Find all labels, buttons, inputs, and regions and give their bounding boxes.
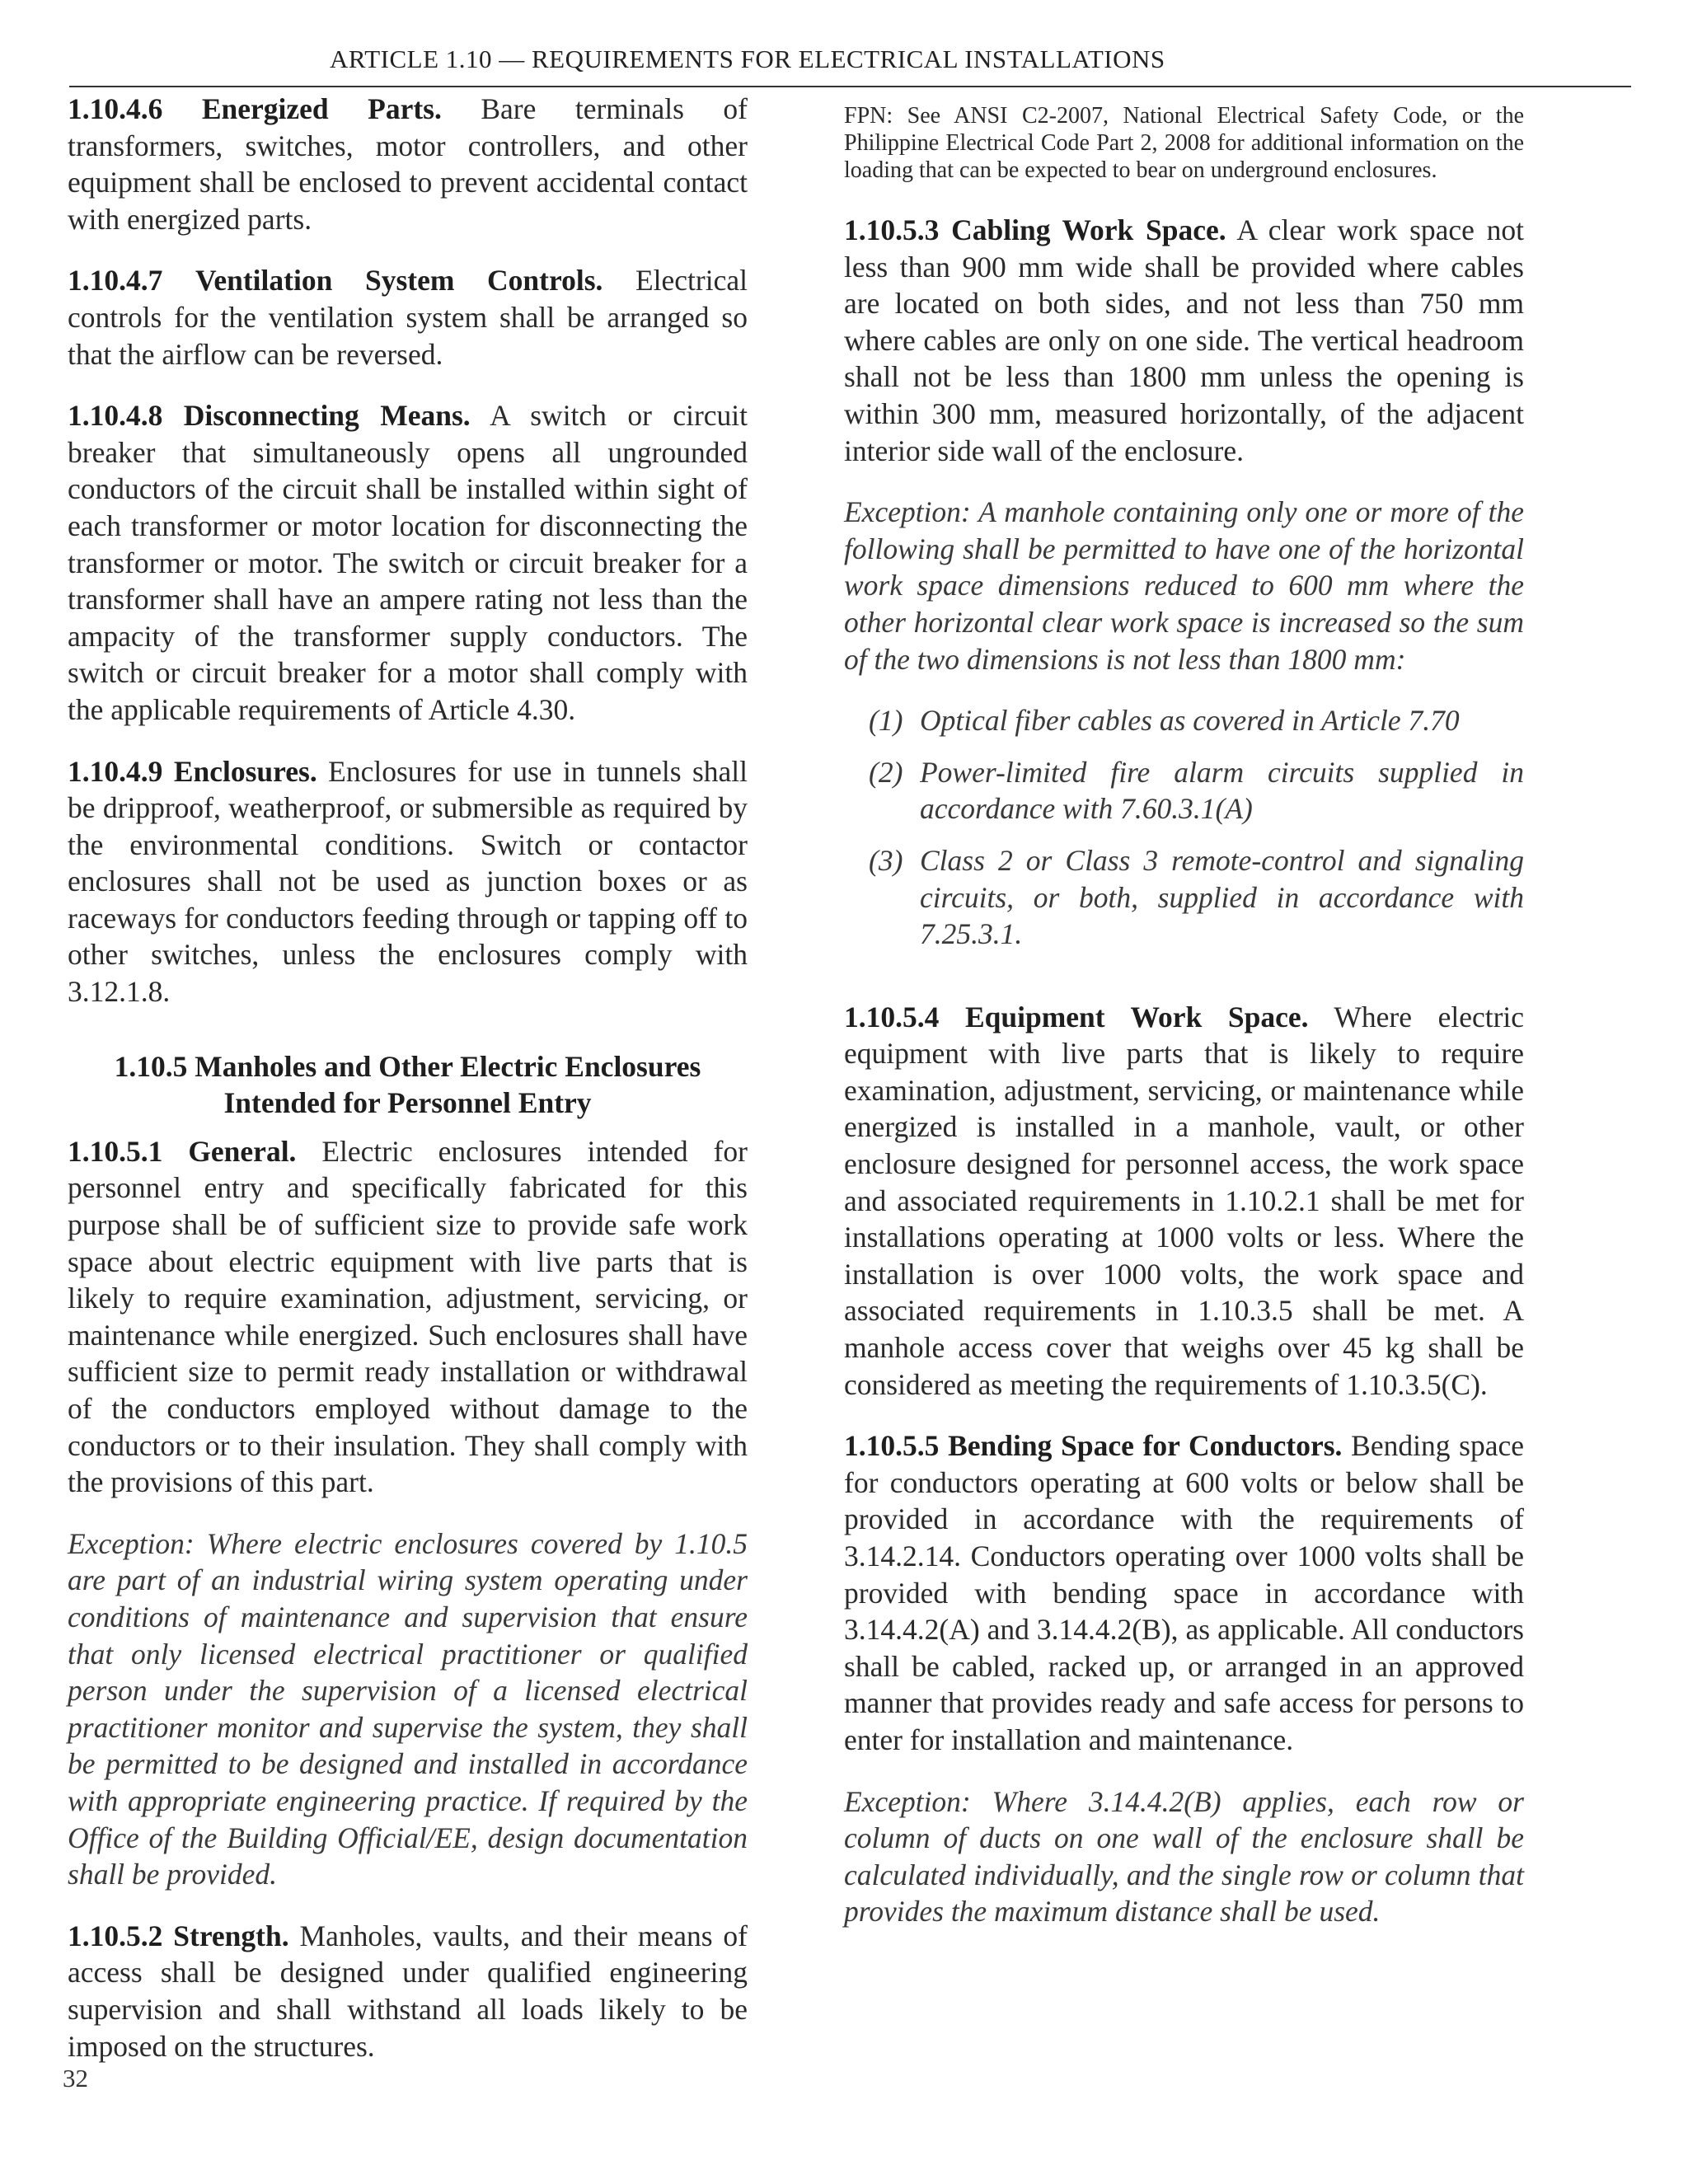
section-title: General. (188, 1134, 297, 1168)
section-1-10-4-9 (68, 753, 748, 1010)
section-number: 1.10.5.5 (844, 1429, 940, 1463)
section-number: 1.10.4.6 (68, 92, 163, 125)
section-1-10-4-7 (68, 262, 748, 373)
section-1-10-5-2 (68, 1918, 748, 2064)
section-title: Energized Parts. (201, 92, 442, 125)
section-1-10-4-8 (68, 397, 748, 728)
section-text: A switch or circuit breaker that simultaneously opens all ungrounded conductors of the circuit shall be installed within sight of each transformer or motor location for disconnecting the transformer or motor. The switch or circuit breaker for a transformer shall have an ampere rating not less than the ampacity of the transformer supply conductors. The switch or circuit breaker for a motor shall comply with the applicable requirements of Article 4.30. (68, 399, 748, 726)
list-item-text: Optical fiber cables as covered in Article 7.70 (920, 704, 1460, 738)
part-heading-1-10-5 (68, 1048, 748, 1122)
right-column (844, 91, 1524, 1955)
exception-1-10-5-5: Exception: Where 3.14.4.2(B) applies, each row or column of ducts on one wall of the enclosure shall be calculated individually, and the single row or column that provides the maximum distance shall be used. (844, 1784, 1524, 1929)
section-1-10-5-5 (844, 1427, 1524, 1758)
section-1-10-5-4 (844, 999, 1524, 1404)
page-number: 32 (63, 2064, 88, 2093)
section-number: 1.10.4.9 (68, 754, 163, 788)
section-number: 1.10.5.4 (844, 1000, 940, 1033)
part-heading-line-2: Intended for Personnel Entry (223, 1086, 592, 1120)
section-title: Strength. (173, 1919, 289, 1952)
exception-1-10-5-3: Exception: A manhole containing only one or more of the following shall be permitted to have one of the horizontal work space dimensions reduced to 600 mm where the other horizontal clear work space is increased so the sum of the two dimensions is not less than 1800 mm: (844, 495, 1524, 676)
section-text: Bending space for conductors operating at 600 volts or below shall be provided in accordance with the requirements of 3.14.2.14. Conductors operating over 1000 volts shall be provided with bending space in accordance with 3.14.4.2(A) and 3.14.4.2(B), as applicable. All conductors shall be cabled, racked up, or arranged in an approved manner that provides ready and safe access for persons to enter for installation and maintenance. (844, 1429, 1525, 1756)
section-text: Electric enclosures intended for personnel entry and specifically fabricated for this purpose shall be of sufficient size to provide safe work space about electric equipment with live parts that is likely to require examination, adjustment, servicing, or maintenance while energized. Such enclosures shall have sufficient size to permit ready installation or withdrawal of the conductors employed without damage to the conductors or to their insulation. They shall comply with the provisions of this part. (68, 1134, 748, 1499)
fine-print-note: FPN: See ANSI C2-2007, National Electrical Safety Code, or the Philippine Electrical Code Part 2, 2008 for additional information on the loading that can be expected to bear on underground enclosures. (844, 103, 1524, 183)
section-text: Where electric equipment with live parts that is likely to require examination, adjustment, servicing, or maintenance while energized is installed in a manhole, vault, or other enclosure designed for personnel access, the work space and associated requirements in 1.10.2.1 shall be met for installations operating at 1000 volts or less. Where the installation is over 1000 volts, the work space and associated requirements in 1.10.3.5 shall be met. A manhole access cover that weighs over 45 kg shall be considered as meeting the requirements of 1.10.3.5(C). (844, 1000, 1525, 1401)
section-title: Disconnecting Means. (183, 399, 471, 433)
section-title: Enclosures. (173, 754, 317, 788)
part-heading-line-1: 1.10.5 Manholes and Other Electric Enclosures (114, 1049, 701, 1083)
section-title: Bending Space for Conductors. (948, 1429, 1343, 1463)
section-number: 1.10.5.1 (68, 1134, 163, 1168)
section-number: 1.10.4.8 (68, 399, 163, 433)
section-1-10-5-3 (844, 212, 1524, 469)
section-title: Cabling Work Space. (951, 213, 1226, 246)
section-number: 1.10.4.7 (68, 264, 163, 298)
list-item-text: Class 2 or Class 3 remote-control and signaling circuits, or both, supplied in accordance with 7.25.3.1. (920, 843, 1524, 951)
list-item-label: (2) (869, 755, 903, 789)
list-item-label: (3) (869, 843, 903, 877)
exception-list-item (844, 842, 1524, 953)
section-title: Ventilation System Controls. (195, 264, 603, 298)
exception-1-10-5-1: Exception: Where electric enclosures covered by 1.10.5 are part of an industrial wiring system operating under conditions of maintenance and supervision that ensure that only licensed electrical practitioner or qualified person under the supervision of a licensed electrical practitioner monitor and supervise the system, they shall be permitted to be designed and installed in accordance with appropriate engineering practice. If required by the Office of the Building Official/EE, design documentation shall be provided. (68, 1526, 748, 1891)
list-item-label: (1) (869, 704, 903, 738)
exception-list-item (844, 702, 1524, 739)
section-number: 1.10.5.3 (844, 213, 940, 246)
section-text: Manholes, vaults, and their means of access shall be designed under qualified engineering supervision and shall withstand all loads likely to be imposed on the structures. (68, 1919, 748, 2063)
section-title: Equipment Work Space. (964, 1000, 1309, 1033)
section-text: Enclosures for use in tunnels shall be dripproof, weatherproof, or submersible as required by the environmental conditions. Switch or contactor enclosures shall not be used as junction boxes or as raceways for conductors feeding through or tapping off to other switches, unless the enclosures comply with 3.12.1.8. (68, 754, 748, 1009)
section-1-10-4-6 (68, 91, 748, 237)
section-number: 1.10.5.2 (68, 1919, 163, 1952)
list-item-text: Power-limited fire alarm circuits supplied in accordance with 7.60.3.1(A) (920, 755, 1524, 826)
exception-list-item (844, 754, 1524, 827)
section-text: Bare terminals of transformers, switches, motor controllers, and other equipment shall be enclosed to prevent accidental contact with energized parts. (68, 92, 748, 236)
section-1-10-5-1 (68, 1133, 748, 1501)
header-rule (69, 86, 1631, 87)
left-column (68, 91, 748, 2089)
section-text: A clear work space not less than 900 mm wide shall be provided where cables are located on both sides, and not less than 750 mm where cables are only on one side. The vertical headroom shall not be less than 1800 mm unless the opening is within 300 mm, measured horizontally, of the adjacent interior side wall of the enclosure. (844, 213, 1525, 467)
section-text: Electrical controls for the ventilation system shall be arranged so that the airflow can be reversed. (68, 264, 748, 371)
running-header: ARTICLE 1.10 — REQUIREMENTS FOR ELECTRICAL INSTALLATIONS (330, 45, 1165, 73)
